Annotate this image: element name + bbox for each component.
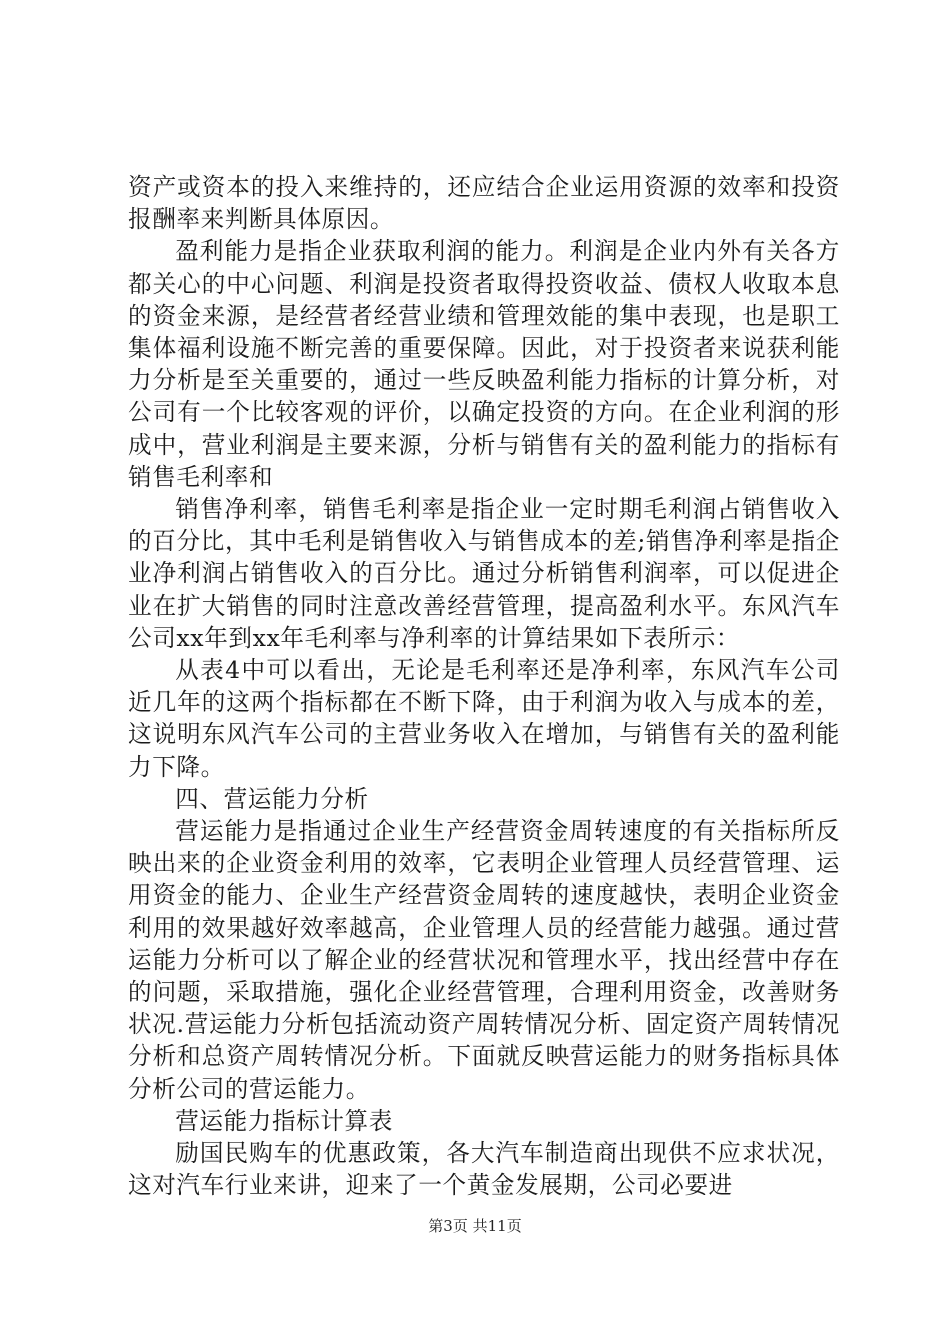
paragraph-profitability: 盈利能力是指企业获取利润的能力。利润是企业内外有关各方都关心的中心问题、利润是投资者取得投资收益、债权人收取本息的资金来源，是经营者经营业绩和管理效能的集中表现，也是职工集体福利设施不断完善的重要保障。因此，对于投资者来说获利能力分析是至关重要的，通过一些反映盈利能力指标的计算分析，对公司有一个比较客观的评价，以确定投资的方向。在企业利润的形成中，营业利润是主要来源，分析与销售有关的盈利能力的指标有销售毛利率和 bbox=[128, 237, 840, 491]
page-footer bbox=[0, 1216, 950, 1236]
paragraph-table4-analysis: 从表4中可以看出，无论是毛利率还是净利率，东风汽车公司近几年的这两个指标都在不断下降，由于利润为收入与成本的差，这说明东风汽车公司的主营业务收入在增加，与销售有关的盈利能力下降。 bbox=[128, 656, 840, 781]
paragraph-policy: 励国民购车的优惠政策，各大汽车制造商出现供不应求状况，这对汽车行业来讲，迎来了一个黄金发展期，公司必要进 bbox=[128, 1139, 840, 1200]
paragraph-continuation: 资产或资本的投入来维持的，还应结合企业运用资源的效率和投资报酬率来判断具体原因。 bbox=[128, 173, 840, 234]
document-body bbox=[128, 171, 840, 1202]
page-number: 第3页 共11页 bbox=[428, 1217, 522, 1235]
paragraph-net-margin: 销售净利率，销售毛利率是指企业一定时期毛利润占销售收入的百分比，其中毛利是销售收入与销售成本的差;销售净利率是指企业净利润占销售收入的百分比。通过分析销售利润率，可以促进企业在扩大销售的同时注意改善经营管理，提高盈利水平。东风汽车公司xx年到xx年毛利率与净利率的计算结果如下表所示： bbox=[128, 495, 840, 652]
table-caption: 营运能力指标计算表 bbox=[175, 1106, 393, 1135]
section-heading-operating-capacity: 四、营运能力分析 bbox=[175, 784, 369, 813]
paragraph-operating-capacity: 营运能力是指通过企业生产经营资金周转速度的有关指标所反映出来的企业资金利用的效率，它表明企业管理人员经营管理、运用资金的能力、企业生产经营资金周转的速度越快，表明企业资金利用的效果越好效率越高，企业管理人员的经营能力越强。通过营运能力分析可以了解企业的经营状况和管理水平，找出经营中存在的问题，采取措施，强化企业经营管理，合理利用资金，改善财务状况.营运能力分析包括流动资产周转情况分析、固定资产周转情况分析和总资产周转情况分析。下面就反映营运能力的财务指标具体分析公司的营运能力。 bbox=[128, 817, 840, 1103]
